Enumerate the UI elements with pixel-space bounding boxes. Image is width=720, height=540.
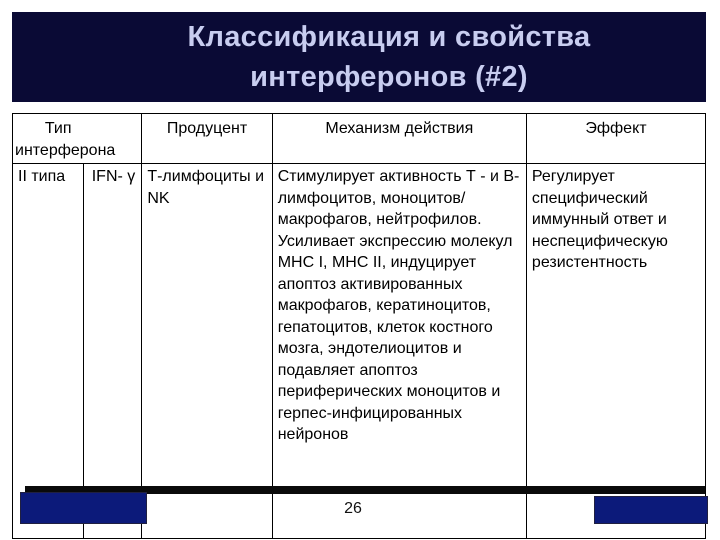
cell-mechanism: Стимулирует активность Т - и В-лимфоцитов, моноцитов/макрофагов, нейтрофилов. Усиливает экспрессию молекул MHC I, MHC II, индуцирует апоптоз активированных макрофагов, кератиноцитов, гепатоцитов, клеток костного мозга, эндотелиоцитов и подавляет апоптоз периферических моноцитов и герпес-инфицированных нейронов: [272, 164, 526, 539]
table-row: [13, 164, 706, 539]
interferon-table: [12, 113, 706, 539]
footer-right-block: [594, 496, 708, 524]
header-mechanism: Механизм действия: [272, 114, 526, 164]
table-header-row: [13, 114, 706, 164]
header-effect: Эффект: [526, 114, 705, 164]
cell-effect: Регулирует специфический иммунный ответ и неспецифическую резистентность: [526, 164, 705, 539]
slide-title-line-1: Классификация и свойства: [187, 21, 591, 53]
page-number: 26: [344, 500, 362, 517]
header-producer: Продуцент: [142, 114, 272, 164]
footer-left-block: [20, 492, 147, 524]
cell-name: IFN- γ: [83, 164, 142, 539]
cell-type: II типа: [13, 164, 84, 539]
slide-title-box: [12, 12, 706, 102]
slide-title-line-2: интерферонов (#2): [250, 61, 528, 93]
cell-producer: Т-лимфоциты и NK: [142, 164, 272, 539]
header-type: Тип интерферона: [13, 114, 142, 164]
